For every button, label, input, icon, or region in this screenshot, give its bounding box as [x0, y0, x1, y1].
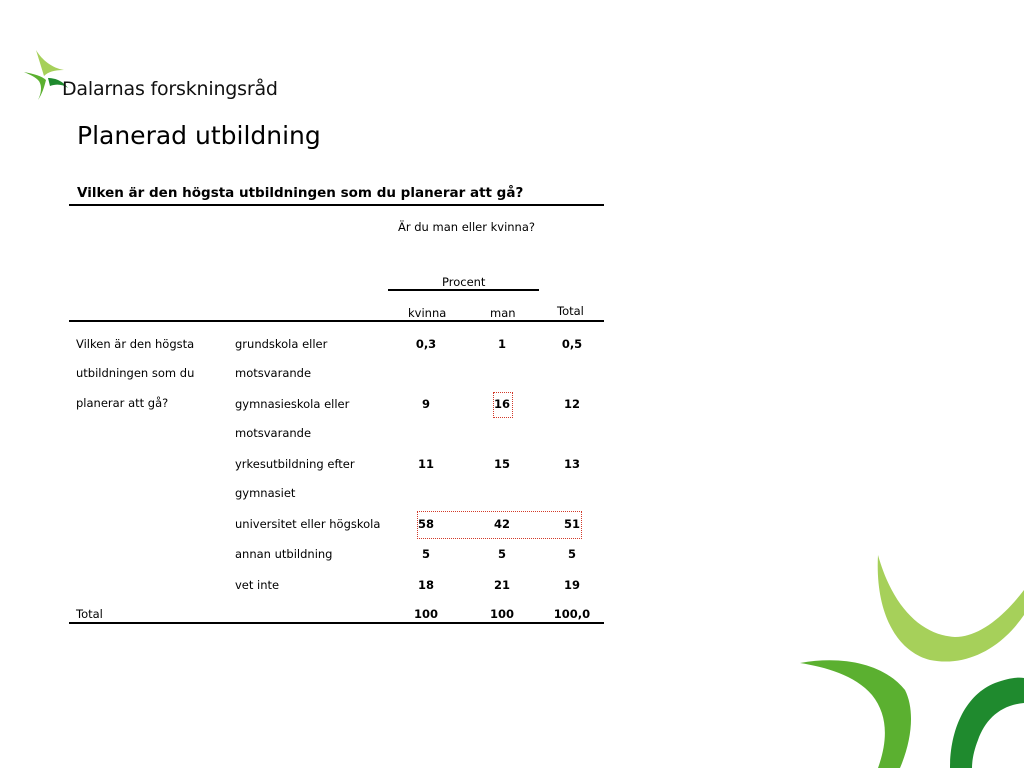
row-label: annan utbildning [235, 547, 333, 561]
slide-title: Planerad utbildning [77, 121, 321, 150]
decorative-star-icon [800, 555, 1024, 768]
rule-bottom [69, 622, 604, 624]
cell-value: 0,5 [561, 337, 583, 351]
row-label: universitet eller högskola [235, 517, 381, 531]
total-value: 100,0 [553, 607, 591, 621]
cell-value: 21 [493, 578, 510, 592]
cell-value: 11 [417, 457, 434, 471]
row-group-label-line3: planerar att gå? [76, 396, 169, 410]
cell-value: 51 [563, 517, 580, 531]
cell-value: 58 [417, 517, 434, 531]
cell-value: 0,3 [415, 337, 437, 351]
cell-value: 13 [563, 457, 580, 471]
cell-value: 5 [567, 547, 576, 561]
rule-header-bottom [69, 320, 604, 322]
cell-value: 42 [493, 517, 510, 531]
row-label: gymnasieskola eller [235, 397, 350, 411]
row-label: yrkesutbildning efter [235, 457, 355, 471]
cell-value: 5 [421, 547, 430, 561]
total-row-label: Total [76, 607, 103, 621]
cell-value: 1 [497, 337, 506, 351]
cell-value: 18 [417, 578, 434, 592]
subgroup-header: Procent [442, 275, 486, 289]
row-label-cont: gymnasiet [235, 486, 296, 500]
row-group-label-line1: Vilken är den högsta [76, 337, 195, 351]
row-label-cont: motsvarande [235, 426, 312, 440]
row-label: grundskola eller [235, 337, 328, 351]
total-value: 100 [489, 607, 514, 621]
row-label-cont: motsvarande [235, 366, 312, 380]
highlight-box-universitet-row [417, 511, 582, 539]
total-value: 100 [413, 607, 438, 621]
rule-procent [388, 289, 539, 291]
group-header: Är du man eller kvinna? [398, 220, 536, 234]
cell-value: 5 [497, 547, 506, 561]
cell-value: 19 [563, 578, 580, 592]
cell-value: 9 [421, 397, 430, 411]
column-header-total: Total [557, 304, 584, 318]
column-header-kvinna: kvinna [408, 306, 447, 320]
cell-value: 15 [493, 457, 510, 471]
table-title: Vilken är den högsta utbildningen som du planerar att gå? [77, 185, 524, 201]
cell-value: 16 [493, 397, 510, 411]
row-group-label-line2: utbildningen som du [76, 366, 195, 380]
rule-top [69, 204, 604, 206]
logo-text: Dalarnas forskningsråd [62, 78, 278, 100]
cell-value: 12 [563, 397, 580, 411]
highlight-box-man-gymnasieskola [493, 392, 513, 418]
row-label: vet inte [235, 578, 280, 592]
column-header-man: man [490, 306, 516, 320]
